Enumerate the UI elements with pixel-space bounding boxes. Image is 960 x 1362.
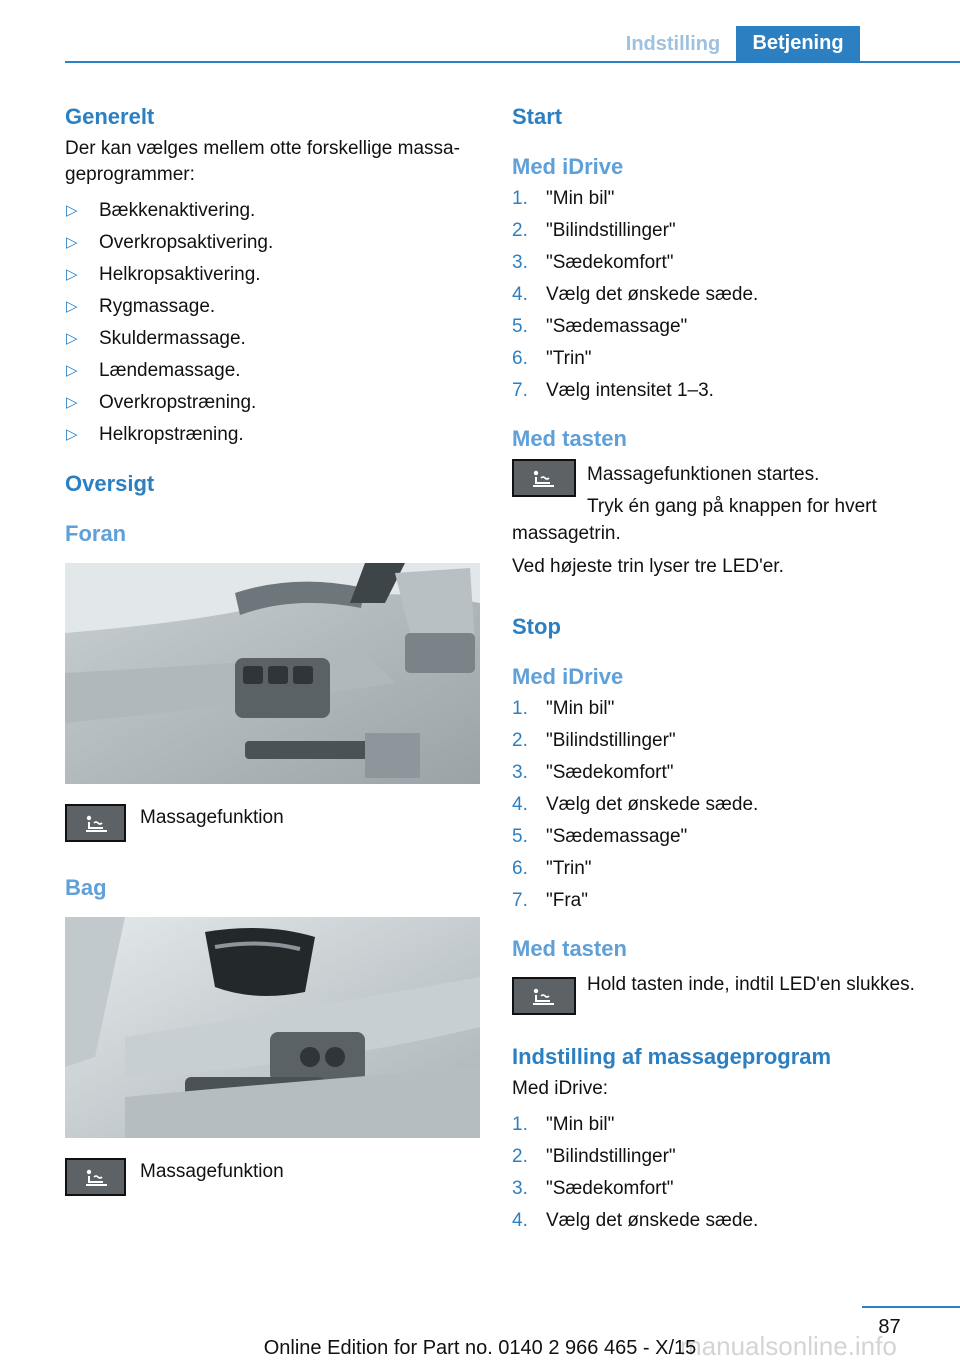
heading-start: Start: [512, 104, 563, 129]
program-list: [65, 195, 480, 451]
left-column: [65, 100, 480, 1200]
tab-betjening: Betjening: [736, 26, 860, 62]
list-item: 1. "Min bil": [512, 188, 615, 209]
heading-program: Indstilling af massageprogram: [512, 1044, 832, 1069]
list-item: 2. "Bilindstillinger": [512, 1146, 676, 1167]
massage-button-icon: [65, 804, 126, 842]
list-item: ▷ Lændemassage.: [65, 355, 480, 387]
start-tasten-row: [512, 459, 912, 523]
list-item: 2. "Bilindstillinger": [512, 220, 676, 241]
front-caption: Massagefunktion: [140, 807, 284, 828]
stop-steps: [512, 693, 912, 917]
bullet-marker-icon: ▷: [66, 394, 78, 411]
bullet-marker-icon: ▷: [66, 426, 78, 443]
list-item: ▷ Bækkenaktivering.: [65, 195, 480, 227]
bullet-marker-icon: ▷: [66, 202, 78, 219]
list-item: ▷ Skuldermassage.: [65, 323, 480, 355]
heading-start-tasten: Med tasten: [512, 426, 627, 451]
list-item: ▷ Overkropsaktivering.: [65, 227, 480, 259]
generelt-text: Der kan vælges mellem otte forskellige massageprogrammer:: [65, 138, 460, 185]
heading-bag: Bag: [65, 875, 107, 900]
list-item: 4. Vælg det ønskede sæde.: [512, 284, 759, 305]
list-item: 4. Vælg det ønskede sæde.: [512, 1210, 759, 1231]
front-door-photo: [65, 563, 480, 784]
list-item: ▷ Rygmassage.: [65, 291, 480, 323]
footer-rule: [862, 1306, 960, 1308]
stop-tasten-text: Hold tasten inde, indtil LED'en slukkes.: [587, 974, 915, 995]
page-number: 87: [878, 1316, 901, 1338]
list-item: 7. Vælg intensitet 1–3.: [512, 380, 714, 401]
front-caption-row: [65, 804, 480, 846]
massage-button-icon: [512, 977, 576, 1015]
edition-footer: Online Edition for Part no. 0140 2 966 465 - X/15: [263, 1337, 697, 1359]
massage-button-icon: [512, 459, 576, 497]
start-tasten-line1: Massagefunktionen startes.: [587, 464, 820, 485]
bullet-marker-icon: ▷: [66, 266, 78, 283]
bullet-marker-icon: ▷: [66, 330, 78, 347]
list-item: 2. "Bilindstillinger": [512, 730, 676, 751]
header-rule: [65, 61, 960, 63]
list-item: 3. "Sædekomfort": [512, 252, 674, 273]
program-intro: Med iDrive:: [512, 1078, 609, 1099]
start-tasten-line2: Tryk én gang på knappen for hvert: [587, 496, 877, 517]
list-item: 1. "Min bil": [512, 698, 615, 719]
list-item: 6. "Trin": [512, 348, 592, 369]
heading-stop: Stop: [512, 614, 561, 639]
list-item: 1. "Min bil": [512, 1114, 615, 1135]
right-column: [512, 100, 915, 1237]
heading-oversigt: Oversigt: [65, 471, 155, 496]
rear-door-photo: [65, 917, 480, 1138]
massage-button-icon: [65, 1158, 126, 1196]
heading-foran: Foran: [65, 521, 127, 546]
start-tasten-line3: massagetrin.: [512, 523, 621, 544]
list-item: 4. Vælg det ønskede sæde.: [512, 794, 759, 815]
bullet-marker-icon: ▷: [66, 234, 78, 251]
list-item: 7. "Fra": [512, 890, 588, 911]
program-steps: [512, 1109, 912, 1237]
list-item: ▷ Helkropstræning.: [65, 419, 480, 451]
rear-caption-row: [65, 1158, 480, 1200]
heading-stop-tasten: Med tasten: [512, 936, 627, 961]
list-item: 6. "Trin": [512, 858, 592, 879]
list-item: 5. "Sædemassage": [512, 316, 688, 337]
bullet-marker-icon: ▷: [66, 362, 78, 379]
start-steps: [512, 183, 912, 407]
bullet-marker-icon: ▷: [66, 298, 78, 315]
list-item: ▷ Helkropsaktivering.: [65, 259, 480, 291]
start-tasten-note: Ved højeste trin lyser tre LED'er.: [512, 556, 784, 577]
list-item: 5. "Sædemassage": [512, 826, 688, 847]
watermark: manualsonline.info: [680, 1331, 897, 1361]
list-item: 3. "Sædekomfort": [512, 1178, 674, 1199]
heading-start-idrive: Med iDrive: [512, 154, 624, 179]
tab-indstilling: Indstilling: [625, 33, 721, 55]
heading-stop-idrive: Med iDrive: [512, 664, 624, 689]
rear-caption: Massagefunktion: [140, 1161, 284, 1182]
heading-generelt: Generelt: [65, 104, 155, 129]
list-item: ▷ Overkropstræning.: [65, 387, 480, 419]
list-item: 3. "Sædekomfort": [512, 762, 674, 783]
stop-tasten-row: [512, 971, 915, 1013]
